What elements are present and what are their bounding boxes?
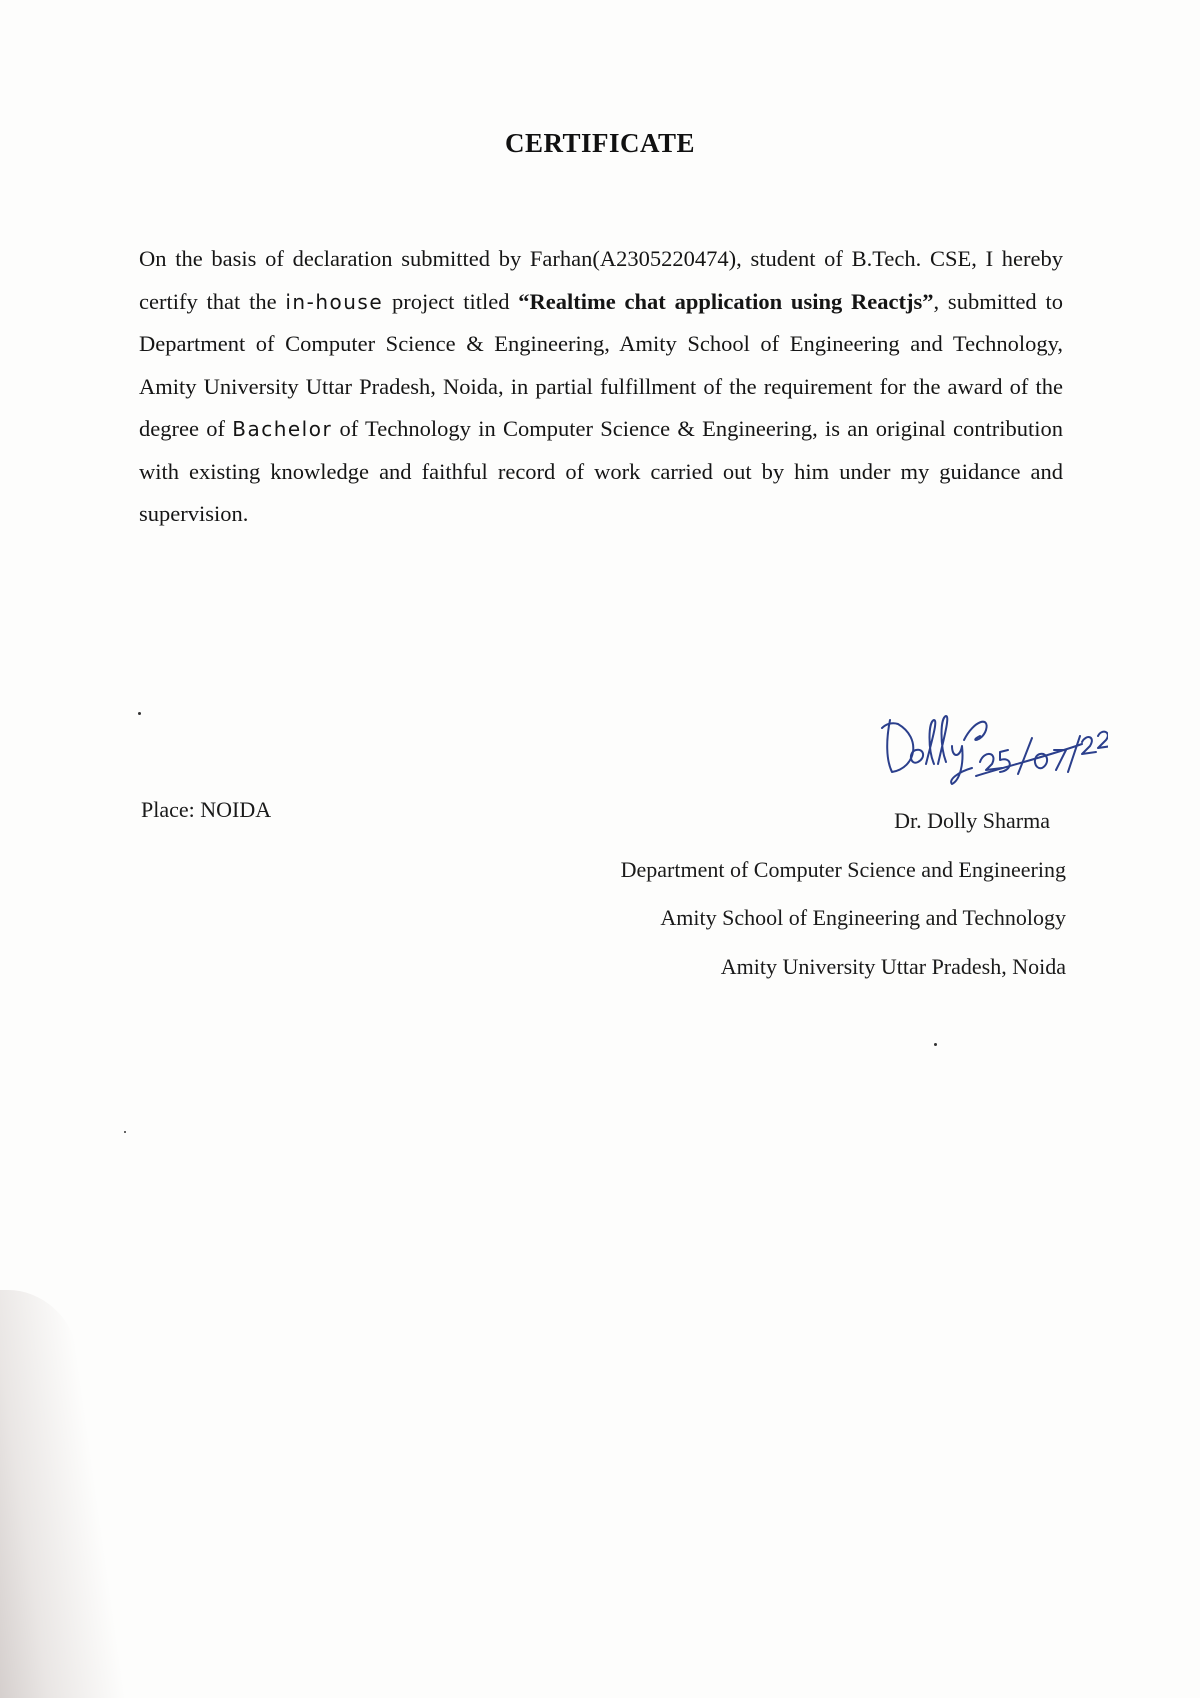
certificate-title: CERTIFICATE — [504, 128, 696, 158]
handwritten-signature — [868, 680, 1108, 790]
body-text-part2: project titled — [383, 288, 519, 314]
supervisor-school: Amity School of Engineering and Technology — [660, 905, 1066, 930]
bachelor-text: Bachelor — [232, 417, 333, 441]
certificate-body — [139, 238, 1063, 536]
body-text-part3: , submitted to Department of Computer Science & Engineering, Amity School of Engineering and Technology, Amity University Uttar Pradesh, Noida, in partial fulfillment of the requirement for the award of the degree of — [139, 288, 1063, 441]
supervisor-university: Amity University Uttar Pradesh, Noida — [720, 953, 1066, 979]
speck-mark — [124, 1131, 126, 1133]
speck-mark — [934, 1043, 937, 1046]
speck-mark — [138, 712, 141, 715]
project-title: “Realtime chat application using Reactjs” — [518, 288, 934, 314]
place-label: Place: NOIDA — [141, 797, 272, 822]
in-house-text: in-house — [285, 289, 384, 314]
body-text-part4: of Technology in Computer Science & Engineering, is an original contribution with existing knowledge and faithful record of work carried out by him under my guidance and supervision. — [139, 416, 1064, 526]
supervisor-name: Dr. Dolly Sharma — [894, 808, 1050, 833]
body-text-part1: On the basis of declaration submitted by Farhan(A2305220474), student of B.Tech. CSE, I hereby certify that the — [139, 246, 1063, 314]
supervisor-department: Department of Computer Science and Engineering — [620, 856, 1066, 882]
page-shadow — [0, 1290, 132, 1698]
supervisor-block — [621, 797, 1066, 991]
